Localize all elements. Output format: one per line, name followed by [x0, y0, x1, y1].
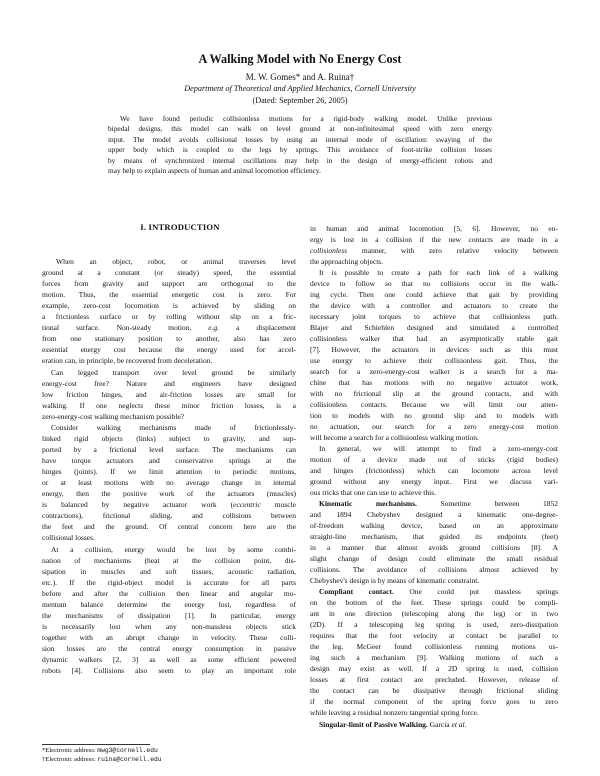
- left-column-line: is balanced by negative actuator work (eccentric muscle: [42, 500, 296, 509]
- footnote-2-label: †Electronic address:: [42, 756, 98, 763]
- left-column-line: sion losses are the central energy consumption in passive: [42, 644, 296, 653]
- right-column-line: and 1894 Chebyshev designed a kinematic one-degree-: [310, 510, 558, 519]
- left-column-line: from one stationary position to another, also has zero: [42, 334, 296, 343]
- right-column-line: search for a zero-energy-cost walker is a search for a ma-: [310, 367, 558, 376]
- right-column-line: with no frictional slip at the ground contacts, and with: [310, 389, 558, 398]
- left-column-line: hinges (joints). If we limit attention to periodic motions,: [42, 467, 296, 476]
- right-column-line: losses at first contact are precluded. However, release of: [310, 675, 558, 684]
- left-column-line: low friction hinges, and air-friction losses are small for: [42, 390, 296, 399]
- left-column-line: eration can, in principle, be recovered from deceleration.: [42, 356, 213, 365]
- left-column-line: before and after the collision then linear and angular mo-: [42, 589, 296, 598]
- left-column-line: Consider walking mechanisms made of frictionlessly-: [51, 423, 296, 432]
- right-column-line: the contact can be dissipative through frictional sliding: [310, 686, 558, 695]
- left-column-line: ported by a frictional level surface. The mechanisms can: [42, 445, 296, 454]
- right-column-line: chine that has motions with no negative actuator work,: [310, 378, 558, 387]
- right-column-line: It is possible to create a path for each link of a walking: [319, 268, 558, 277]
- paper-date: (Dated: September 26, 2005): [252, 96, 348, 105]
- right-column-line: ground without any energy input. First we discuss vari-: [310, 477, 558, 486]
- left-column-line: At a collision, energy would be lost by some combi-: [51, 545, 296, 554]
- abstract-line: input. The model avoids collisional losses by using an internal mode of oscillation: swaying of the: [108, 134, 492, 144]
- footnote-1-label: *Electronic address:: [42, 747, 98, 754]
- right-column-line: ous tricks that one can use to achieve this.: [310, 488, 437, 497]
- right-column-line: in human and animal locomotion [5, 6]. However, no en-: [310, 224, 558, 233]
- paper-authors: M. W. Gomes* and A. Ruina†: [245, 72, 355, 82]
- left-column-line: is necessarily lost when any non-massless objects stick: [42, 622, 296, 631]
- left-column-line: example, zero-cost locomotion is achieved by sliding on: [42, 301, 296, 310]
- left-column-line: sipation in muscles and soft tissues, acoustic radiation,: [42, 567, 296, 576]
- left-column-line: Can legged transport over level ground be similarly: [51, 368, 296, 377]
- left-column-line: energy, then the positive work of the actuators (muscles): [42, 489, 296, 498]
- abstract-line: may help to explain aspects of human and animal locomotion efficiency.: [108, 166, 321, 176]
- left-column-line: linked rigid objects (links) subject to gravity, and sup-: [42, 434, 296, 443]
- left-column-line: or at least motions with no average change in internal: [42, 478, 296, 487]
- left-column-line: zero-energy-cost walking mechanism possible?: [42, 412, 185, 421]
- left-column-line: etc.). If the rigid-object model is accurate for all parts: [42, 578, 296, 587]
- right-column-line: use energy to achieve their collisionless gait. Thus, the: [310, 356, 558, 365]
- left-column-line: walking. If one neglects these minor friction losses, is a: [42, 401, 296, 410]
- left-column-line: essential energy cost because the energy used for accel-: [42, 345, 296, 354]
- right-column-line: Chebyshev's design is by means of kinematic constraint.: [310, 576, 480, 585]
- left-column-line: nation of mechanisms (heat at the collision point, dis-: [42, 556, 296, 565]
- right-column-line: requires that the foot velocity at contact be parallel to: [310, 631, 558, 640]
- right-column-line: tion to models with no ground slip and to models with: [310, 411, 558, 420]
- right-column-line: ant in one direction (telescoping along the leg) or in two: [310, 609, 558, 618]
- right-column-line: ergy is lost in a collision if the new contacts are made in a: [310, 235, 558, 244]
- right-column-line: design may exist as well. If a 2D spring is used, collision: [310, 664, 558, 673]
- left-column-line: have torque actuators and conservative springs at the: [42, 456, 296, 465]
- left-column-line: mentum balance determine the energy lost, regardless of: [42, 600, 296, 609]
- right-column-line: Compliant contact. One could put massless springs: [319, 587, 558, 596]
- right-column-line: necessary joint torques to achieve that collisionless path.: [310, 312, 558, 321]
- footnote-rule: [42, 744, 150, 745]
- left-column-line: the feet and the ground. Of central concern here are the: [42, 522, 296, 531]
- left-column-line: robots [4]. Collisions also seem to play an important role: [42, 666, 296, 675]
- left-column-line: motion. Thus, the essential energetic cost is zero. For: [42, 290, 296, 299]
- right-column-line: the leg. McGeer found collisionless running motions us-: [310, 642, 558, 651]
- right-column-line: straight-line mechanism, that guided its endpoints (feet): [310, 532, 558, 541]
- abstract-line: upper body which is coupled to the legs by springs. This avoidance of foot-strike collision losses: [108, 145, 492, 155]
- footnote-2: [42, 756, 162, 764]
- left-column-line: together with an abrupt change in velocity. These colli-: [42, 633, 296, 642]
- abstract-line: We have found periodic collisionless motions for a rigid-body walking model. Unlike previous: [120, 114, 492, 123]
- right-column-line: [7]. However, the actuators in devices such as this must: [310, 345, 558, 354]
- right-column-line: Singular-limit of Passive Walking. Garcia et al.: [319, 720, 467, 729]
- left-column-line: collisional losses.: [42, 533, 95, 542]
- abstract: [108, 114, 492, 176]
- left-column-line: dynamic walkers [2, 3] as well as some efficient powered: [42, 655, 296, 664]
- right-column-line: In general, we will attempt to find a zero-energy-cost: [319, 444, 558, 453]
- right-column-line: if the normal component of the spring force goes to zero: [310, 697, 558, 706]
- footnote-1-email[interactable]: mwg3@cornell.edu: [97, 747, 158, 754]
- right-column-line: on the bottom of the feet. These springs could be compli-: [310, 598, 558, 607]
- abstract-line: by means of synchronized internal oscillations may help in the design of energy-efficient robots and: [108, 155, 492, 165]
- right-column-line: Kinematic mechanisms. Sometime between 1852: [319, 499, 558, 508]
- paper-affiliation: Department of Theoretical and Applied Mechanics, Cornell University: [184, 84, 416, 93]
- left-column-line: energy-cost free? Nature and engineers have designed: [42, 379, 296, 388]
- left-column-line: When an object, robot, or animal traverses level: [56, 257, 296, 266]
- left-column-line: forces from gravity and support are orthogonal to the: [42, 279, 296, 288]
- right-column-line: while leaving a residual nonzero tangential spring force.: [310, 708, 479, 717]
- left-column-line: a frictionless surface or by rolling without slip on a fric-: [42, 312, 296, 321]
- right-column-line: collisions. The avoidance of collisions almost achieved by: [310, 565, 558, 574]
- footnote-1: [42, 747, 158, 755]
- left-column-line: the mechanisms of dissipation [1]. In particular, energy: [42, 611, 296, 620]
- right-column-line: ing such a mechanism [9]. Walking motions of such a: [310, 653, 558, 662]
- paper-title: A Walking Model with No Energy Cost: [198, 52, 402, 66]
- right-column-line: and hinges (frictionless) which can locomote across level: [310, 466, 558, 475]
- right-column-line: slight change of design could eliminate the small residual: [310, 554, 558, 563]
- right-column-line: of-freedom walking device, based on an approximate: [310, 521, 558, 530]
- left-column-line: tional surface. Non-steady motion, e.g. a displacement: [42, 323, 296, 332]
- right-column-line: (2D). If a telescoping leg spring is used, zero-dissipation: [310, 620, 558, 629]
- right-column-line: Blajer and Schiehlen designed and simulated a controlled: [310, 323, 558, 332]
- right-column-line: the approaching objects.: [310, 257, 384, 266]
- section-heading: I. INTRODUCTION: [140, 222, 220, 232]
- right-column-line: motion of a device made out of sticks (rigid bodies): [310, 455, 558, 464]
- right-column-line: ing cycle. Then one could achieve that gait by providing: [310, 290, 558, 299]
- right-column-line: collisionless contacts. Because we will limit our atten-: [310, 400, 558, 409]
- footnote-2-email[interactable]: ruina@cornell.edu: [97, 756, 162, 763]
- right-column-line: in a manner that almost avoids ground collisions [8]. A: [310, 543, 558, 552]
- right-column-line: the device with a controller and actuators to create the: [310, 301, 558, 310]
- right-column-line: no actuation, our search for a zero energy-cost motion: [310, 422, 558, 431]
- right-column-line: will become a search for a collisionless walking motion.: [310, 433, 479, 442]
- abstract-line: bipedal designs, this model can walk on level ground at non-infinitesimal speed with zero energy: [108, 124, 492, 134]
- right-column-line: collisionless manner, with zero relative velocity between: [310, 246, 558, 255]
- left-column-line: ground at a constant (or steady) speed, the essential: [42, 268, 296, 277]
- left-column-line: contractions), frictional sliding, and collisions between: [42, 511, 296, 520]
- right-column-line: collisionless walker that had an asymptotically stable gait: [310, 334, 558, 343]
- right-column-line: device to follow so that no collisions occur in the walk-: [310, 279, 558, 288]
